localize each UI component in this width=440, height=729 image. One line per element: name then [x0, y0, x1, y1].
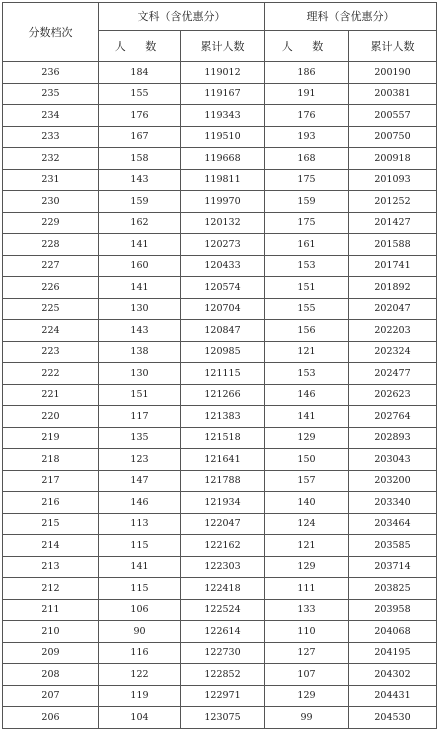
like-count-cell: 191 [265, 83, 349, 105]
score-distribution-table [2, 2, 437, 729]
table-row [3, 492, 437, 514]
like-count-cell: 175 [265, 169, 349, 191]
table-row [3, 148, 437, 170]
like-cumulative-cell: 203464 [349, 513, 437, 535]
like-cumulative-cell: 204068 [349, 621, 437, 643]
table-row [3, 105, 437, 127]
wenke-count-cell: 160 [99, 255, 181, 277]
score-cell: 225 [3, 298, 99, 320]
score-cell: 227 [3, 255, 99, 277]
like-cumulative-cell: 202893 [349, 427, 437, 449]
wenke-count-cell: 115 [99, 578, 181, 600]
score-cell: 212 [3, 578, 99, 600]
wenke-cumulative-cell: 120433 [181, 255, 265, 277]
wenke-cumulative-cell: 121641 [181, 449, 265, 471]
table-row [3, 320, 437, 342]
like-cumulative-cell: 202324 [349, 341, 437, 363]
table-row [3, 169, 437, 191]
wenke-count-cell: 117 [99, 406, 181, 428]
score-cell: 222 [3, 363, 99, 385]
wenke-count-cell: 106 [99, 599, 181, 621]
like-count-cell: 155 [265, 298, 349, 320]
wenke-count-header: 人 数 [99, 31, 181, 62]
like-count-cell: 175 [265, 212, 349, 234]
wenke-cumulative-cell: 123075 [181, 707, 265, 729]
score-cell: 216 [3, 492, 99, 514]
wenke-count-cell: 184 [99, 62, 181, 84]
table-row [3, 427, 437, 449]
wenke-count-cell: 130 [99, 363, 181, 385]
table-row [3, 642, 437, 664]
like-cumulative-cell: 204302 [349, 664, 437, 686]
wenke-count-cell: 146 [99, 492, 181, 514]
like-cumulative-header: 累计人数 [349, 31, 437, 62]
table-row [3, 277, 437, 299]
table-row [3, 62, 437, 84]
like-cumulative-cell: 204195 [349, 642, 437, 664]
like-cumulative-cell: 203958 [349, 599, 437, 621]
wenke-cumulative-cell: 120847 [181, 320, 265, 342]
wenke-cumulative-cell: 119510 [181, 126, 265, 148]
table-row [3, 191, 437, 213]
wenke-cumulative-cell: 119970 [181, 191, 265, 213]
like-cumulative-cell: 200557 [349, 105, 437, 127]
wenke-count-cell: 119 [99, 685, 181, 707]
like-count-cell: 107 [265, 664, 349, 686]
like-count-cell: 159 [265, 191, 349, 213]
score-cell: 207 [3, 685, 99, 707]
like-group-header: 理科（含优惠分） [265, 3, 437, 31]
like-count-cell: 141 [265, 406, 349, 428]
table-header [3, 3, 437, 62]
like-count-cell: 193 [265, 126, 349, 148]
wenke-count-cell: 141 [99, 234, 181, 256]
table-row [3, 363, 437, 385]
like-cumulative-cell: 204431 [349, 685, 437, 707]
wenke-count-cell: 155 [99, 83, 181, 105]
wenke-count-cell: 122 [99, 664, 181, 686]
score-cell: 213 [3, 556, 99, 578]
table-row [3, 556, 437, 578]
score-cell: 210 [3, 621, 99, 643]
wenke-cumulative-cell: 119343 [181, 105, 265, 127]
score-cell: 236 [3, 62, 99, 84]
wenke-cumulative-cell: 122047 [181, 513, 265, 535]
score-cell: 231 [3, 169, 99, 191]
table-row [3, 255, 437, 277]
like-count-cell: 140 [265, 492, 349, 514]
like-count-cell: 129 [265, 427, 349, 449]
table-row [3, 406, 437, 428]
like-count-cell: 110 [265, 621, 349, 643]
like-count-cell: 121 [265, 535, 349, 557]
score-cell: 228 [3, 234, 99, 256]
table-row [3, 470, 437, 492]
score-cell: 234 [3, 105, 99, 127]
wenke-count-cell: 115 [99, 535, 181, 557]
like-cumulative-cell: 201252 [349, 191, 437, 213]
wenke-cumulative-cell: 119811 [181, 169, 265, 191]
like-cumulative-cell: 201892 [349, 277, 437, 299]
table-row [3, 234, 437, 256]
like-cumulative-cell: 202477 [349, 363, 437, 385]
like-cumulative-cell: 200381 [349, 83, 437, 105]
score-cell: 209 [3, 642, 99, 664]
like-cumulative-cell: 203340 [349, 492, 437, 514]
wenke-count-cell: 123 [99, 449, 181, 471]
like-count-cell: 133 [265, 599, 349, 621]
table-row [3, 126, 437, 148]
like-cumulative-cell: 204530 [349, 707, 437, 729]
like-cumulative-cell: 200918 [349, 148, 437, 170]
wenke-cumulative-cell: 121788 [181, 470, 265, 492]
like-count-cell: 168 [265, 148, 349, 170]
like-count-cell: 176 [265, 105, 349, 127]
wenke-count-cell: 104 [99, 707, 181, 729]
like-count-cell: 111 [265, 578, 349, 600]
like-count-cell: 99 [265, 707, 349, 729]
wenke-count-cell: 147 [99, 470, 181, 492]
table-row [3, 707, 437, 729]
score-cell: 233 [3, 126, 99, 148]
like-count-cell: 121 [265, 341, 349, 363]
like-cumulative-cell: 203714 [349, 556, 437, 578]
like-cumulative-cell: 202047 [349, 298, 437, 320]
score-cell: 206 [3, 707, 99, 729]
like-cumulative-cell: 200190 [349, 62, 437, 84]
like-cumulative-cell: 202764 [349, 406, 437, 428]
wenke-count-cell: 90 [99, 621, 181, 643]
table-row [3, 513, 437, 535]
wenke-group-header: 文科（含优惠分） [99, 3, 265, 31]
wenke-cumulative-cell: 119012 [181, 62, 265, 84]
wenke-cumulative-cell: 120985 [181, 341, 265, 363]
like-count-cell: 129 [265, 556, 349, 578]
table-row [3, 599, 437, 621]
wenke-cumulative-cell: 119167 [181, 83, 265, 105]
like-cumulative-cell: 201093 [349, 169, 437, 191]
wenke-cumulative-cell: 122614 [181, 621, 265, 643]
wenke-count-cell: 167 [99, 126, 181, 148]
wenke-count-cell: 159 [99, 191, 181, 213]
wenke-cumulative-header: 累计人数 [181, 31, 265, 62]
wenke-count-cell: 135 [99, 427, 181, 449]
wenke-count-cell: 158 [99, 148, 181, 170]
wenke-count-cell: 130 [99, 298, 181, 320]
like-cumulative-cell: 203585 [349, 535, 437, 557]
like-cumulative-cell: 202203 [349, 320, 437, 342]
table-row [3, 212, 437, 234]
like-count-cell: 186 [265, 62, 349, 84]
like-count-cell: 146 [265, 384, 349, 406]
like-cumulative-cell: 200750 [349, 126, 437, 148]
wenke-count-cell: 151 [99, 384, 181, 406]
table-body [3, 62, 437, 729]
wenke-cumulative-cell: 121934 [181, 492, 265, 514]
wenke-cumulative-cell: 122162 [181, 535, 265, 557]
wenke-count-cell: 141 [99, 556, 181, 578]
table-row [3, 578, 437, 600]
like-count-cell: 153 [265, 363, 349, 385]
score-cell: 208 [3, 664, 99, 686]
like-cumulative-cell: 201741 [349, 255, 437, 277]
wenke-count-cell: 116 [99, 642, 181, 664]
like-count-cell: 161 [265, 234, 349, 256]
score-cell: 232 [3, 148, 99, 170]
wenke-count-cell: 141 [99, 277, 181, 299]
wenke-count-cell: 113 [99, 513, 181, 535]
wenke-cumulative-cell: 120704 [181, 298, 265, 320]
like-count-cell: 124 [265, 513, 349, 535]
wenke-cumulative-cell: 121383 [181, 406, 265, 428]
wenke-cumulative-cell: 122418 [181, 578, 265, 600]
score-cell: 226 [3, 277, 99, 299]
table-row [3, 449, 437, 471]
table-row [3, 664, 437, 686]
score-cell: 223 [3, 341, 99, 363]
wenke-cumulative-cell: 121266 [181, 384, 265, 406]
table-row [3, 83, 437, 105]
score-cell: 214 [3, 535, 99, 557]
score-cell: 215 [3, 513, 99, 535]
table-row [3, 384, 437, 406]
score-cell: 217 [3, 470, 99, 492]
like-cumulative-cell: 203043 [349, 449, 437, 471]
wenke-cumulative-cell: 121518 [181, 427, 265, 449]
score-cell: 235 [3, 83, 99, 105]
table-row [3, 621, 437, 643]
wenke-count-cell: 138 [99, 341, 181, 363]
table-row [3, 685, 437, 707]
like-cumulative-cell: 203200 [349, 470, 437, 492]
wenke-cumulative-cell: 122730 [181, 642, 265, 664]
like-count-cell: 127 [265, 642, 349, 664]
wenke-cumulative-cell: 121115 [181, 363, 265, 385]
like-count-cell: 153 [265, 255, 349, 277]
wenke-cumulative-cell: 119668 [181, 148, 265, 170]
score-cell: 229 [3, 212, 99, 234]
score-cell: 218 [3, 449, 99, 471]
wenke-cumulative-cell: 120132 [181, 212, 265, 234]
like-cumulative-cell: 202623 [349, 384, 437, 406]
score-cell: 211 [3, 599, 99, 621]
score-distribution-table-container [2, 2, 436, 729]
like-count-cell: 129 [265, 685, 349, 707]
score-cell: 221 [3, 384, 99, 406]
wenke-cumulative-cell: 122303 [181, 556, 265, 578]
like-count-header: 人 数 [265, 31, 349, 62]
table-row [3, 298, 437, 320]
like-count-cell: 151 [265, 277, 349, 299]
like-cumulative-cell: 201427 [349, 212, 437, 234]
like-count-cell: 157 [265, 470, 349, 492]
wenke-cumulative-cell: 120574 [181, 277, 265, 299]
like-cumulative-cell: 203825 [349, 578, 437, 600]
score-cell: 224 [3, 320, 99, 342]
wenke-count-cell: 143 [99, 169, 181, 191]
like-count-cell: 156 [265, 320, 349, 342]
wenke-cumulative-cell: 122852 [181, 664, 265, 686]
score-cell: 230 [3, 191, 99, 213]
table-row [3, 341, 437, 363]
wenke-count-cell: 176 [99, 105, 181, 127]
score-cell: 219 [3, 427, 99, 449]
like-cumulative-cell: 201588 [349, 234, 437, 256]
wenke-cumulative-cell: 122524 [181, 599, 265, 621]
wenke-count-cell: 162 [99, 212, 181, 234]
wenke-count-cell: 143 [99, 320, 181, 342]
score-level-header: 分数档次 [3, 3, 99, 62]
score-cell: 220 [3, 406, 99, 428]
wenke-cumulative-cell: 120273 [181, 234, 265, 256]
table-row [3, 535, 437, 557]
wenke-cumulative-cell: 122971 [181, 685, 265, 707]
like-count-cell: 150 [265, 449, 349, 471]
